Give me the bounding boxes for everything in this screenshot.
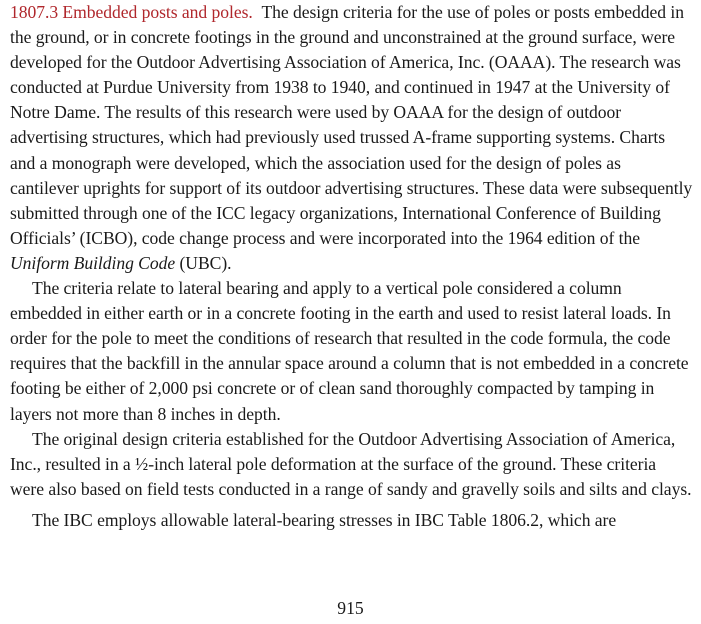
- paragraph-2: The criteria relate to lateral bearing and apply to a vertical pole considered a column embedded in either earth or in a concrete footing in the earth and used to resist lateral loads. In order for the pole to meet the conditions of research that resulted in the code formula, the code requires that the backfill in the annular space around a column that is not embedded in a concrete footing be either of 2,000 psi concrete or of clean sand thoroughly compacted by tamping in layers not more than 8 inches in depth.: [10, 278, 689, 424]
- section-heading: 1807.3 Embedded posts and poles.: [10, 2, 253, 22]
- book-title-italic: Uniform Building Code: [10, 252, 176, 273]
- document-page: [10, 0, 694, 533]
- paragraph-1-text: The design criteria for the use of poles or posts embedded in the ground, or in concrete footings in the ground and unconstrained at the ground surface, were developed for the Outdoor Advertising Association of America, Inc. (OAAA). The research was conducted at Purdue University from 1938 to 1940, and continued in 1947 at the University of Notre Dame. The results of this research were used by OAAA for the design of outdoor advertising structures, which had previously used trussed A-frame supporting systems. Charts and a monograph were developed, which the association used for the design of poles as cantilever uprights for support of its outdoor advertising structures. These data were subsequently submitted through one of the ICC legacy organizations, International Conference of Building Officials’ (ICBO), code change process and were incorporated into the 1964 edition of the: [10, 2, 693, 248]
- page-number: 915: [337, 598, 364, 618]
- paragraph-3: The original design criteria established for the Outdoor Advertising Association of America, Inc., resulted in a ½-inch lateral pole deformation at the surface of the ground. These criteria were also based on field tests conducted in a range of sandy and gravelly soils and silts and clays.: [10, 428, 692, 499]
- paragraph-4: The IBC employs allowable lateral-bearing stresses in IBC Table 1806.2, which are: [32, 509, 617, 530]
- paragraph-1-end: (UBC).: [179, 252, 232, 273]
- paragraph-1: [10, 0, 694, 276]
